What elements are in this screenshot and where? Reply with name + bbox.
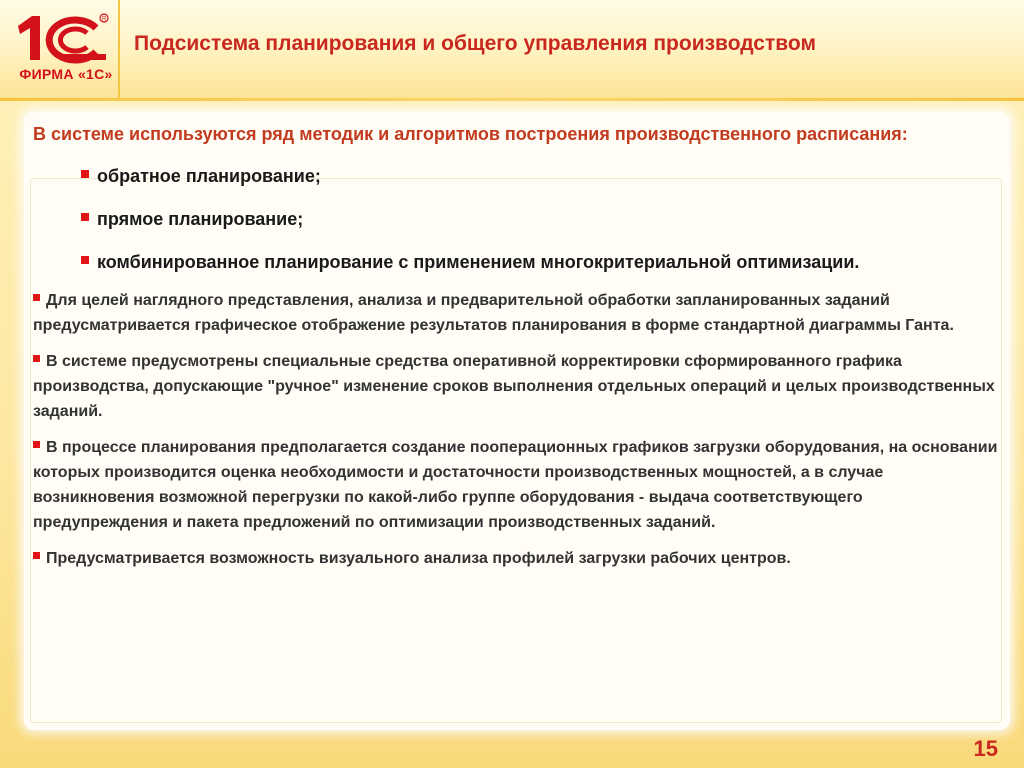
list-item-text: Для целей наглядного представления, анализа и предварительной обработки запланированных заданий предусматривается графическое отображение результатов планирования в форме стандартной диаграммы Ганта. — [33, 292, 954, 334]
header-divider — [0, 98, 1024, 101]
sub-list-item-text: прямое планирование; — [97, 209, 304, 229]
page-number: 15 — [973, 736, 998, 761]
list-item-text: В системе предусмотрены специальные средства оперативной корректировки сформированного графика производства, допускающие "ручное" изменение сроков выполнения отдельных операций и целых производственных заданий. — [33, 353, 995, 420]
content-text — [33, 120, 1001, 571]
svg-text:R: R — [102, 16, 107, 23]
sub-list-item-text: обратное планирование; — [97, 166, 321, 186]
list-item — [33, 546, 1001, 571]
square-bullet-icon — [33, 294, 40, 301]
sub-list-item — [81, 248, 1001, 276]
square-bullet-icon — [81, 170, 89, 178]
sub-list-item — [81, 162, 1001, 190]
square-bullet-icon — [33, 355, 40, 362]
company-logo — [10, 12, 113, 90]
logo-caption: ФИРМА «1С» — [19, 66, 113, 82]
list-item-text: Предусматривается возможность визуального анализа профилей загрузки рабочих центров. — [46, 550, 791, 567]
intro-text: В системе используются ряд методик и алгоритмов построения производственного расписания: — [33, 124, 908, 144]
list-item — [33, 435, 1001, 535]
sub-list-item — [81, 205, 1001, 233]
sub-list-item-text: комбинированное планирование с применением многокритериальной оптимизации. — [97, 252, 860, 272]
square-bullet-icon — [81, 213, 89, 221]
logo-1c-mark — [10, 12, 110, 64]
square-bullet-icon — [33, 441, 40, 448]
list-item-text: В процессе планирования предполагается создание пооперационных графиков загрузки оборудования, на основании которых производится оценка необходимости и достаточности производственных мощностей, а в случае возникновения возможной перегрузки по какой-либо группе оборудования - выдача соответствующего предупреждения и пакета предложений по оптимизации производственных заданий. — [33, 439, 998, 531]
list-item — [33, 288, 1001, 338]
list-item — [33, 349, 1001, 424]
square-bullet-icon — [81, 256, 89, 264]
square-bullet-icon — [33, 552, 40, 559]
logo-separator — [118, 0, 120, 98]
page-title: Подсистема планирования и общего управления производством — [134, 32, 816, 55]
